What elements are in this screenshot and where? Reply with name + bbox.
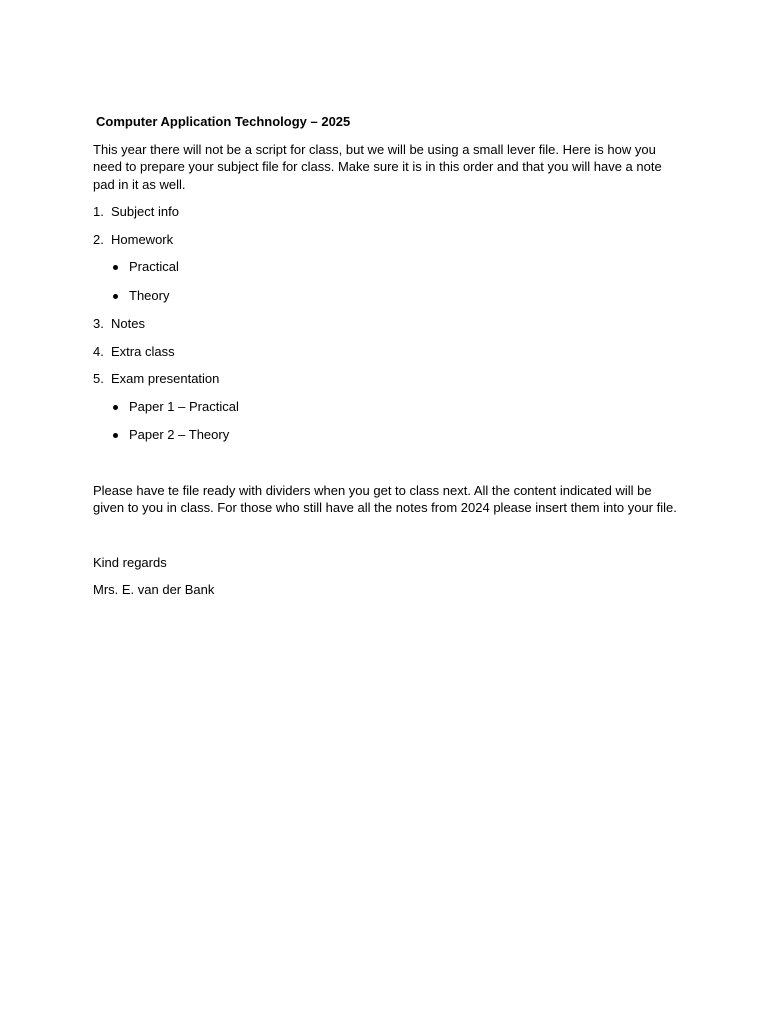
sub-item-paper-1 (93, 398, 678, 416)
spacer (93, 527, 678, 554)
sub-item-paper-2 (93, 426, 678, 444)
intro-paragraph: This year there will not be a script for class, but we will be using a small lever file. Here is how you need to prepare your subject file for class. Make sure it is in this order and that you will have a note pad in it as well. (93, 141, 662, 192)
list-item-label: Extra class (111, 343, 175, 359)
list-item-exam-presentation (93, 370, 678, 388)
spacer (93, 455, 678, 482)
bullet-icon (113, 294, 118, 299)
sub-item-label: Practical (129, 259, 179, 274)
list-item-label: Subject info (111, 204, 179, 219)
bullet-icon (113, 265, 118, 270)
sub-item-label: Paper 2 – Theory (129, 427, 230, 442)
document-page (93, 113, 678, 609)
sub-item-theory (93, 287, 678, 305)
sub-item-label: Theory (129, 287, 170, 303)
sub-item-label: Paper 1 – Practical (129, 398, 239, 414)
list-item-extra-class (93, 343, 678, 361)
list-number: 2. (93, 231, 104, 247)
list-item-homework (93, 231, 678, 249)
sub-item-practical (93, 258, 678, 276)
list-item-notes (93, 315, 678, 333)
signature-line: Mrs. E. van der Bank (93, 582, 215, 597)
bullet-icon (113, 433, 118, 438)
list-item-label: Notes (111, 316, 145, 331)
list-number: 4. (93, 343, 104, 359)
list-item-subject-info (93, 203, 678, 221)
list-item-label: Homework (111, 231, 174, 247)
instructions-paragraph: Please have te file ready with dividers when you get to class next. All the content indicated will be given to you in class. For those who still have all the notes from 2024 please insert them into your file. (93, 482, 677, 515)
closing-line: Kind regards (93, 554, 167, 570)
list-item-label: Exam presentation (111, 371, 220, 386)
list-number: 3. (93, 316, 104, 331)
list-number: 1. (93, 204, 104, 219)
bullet-icon (113, 405, 118, 410)
list-number: 5. (93, 371, 104, 386)
document-title: Computer Application Technology – 2025 (96, 114, 351, 129)
